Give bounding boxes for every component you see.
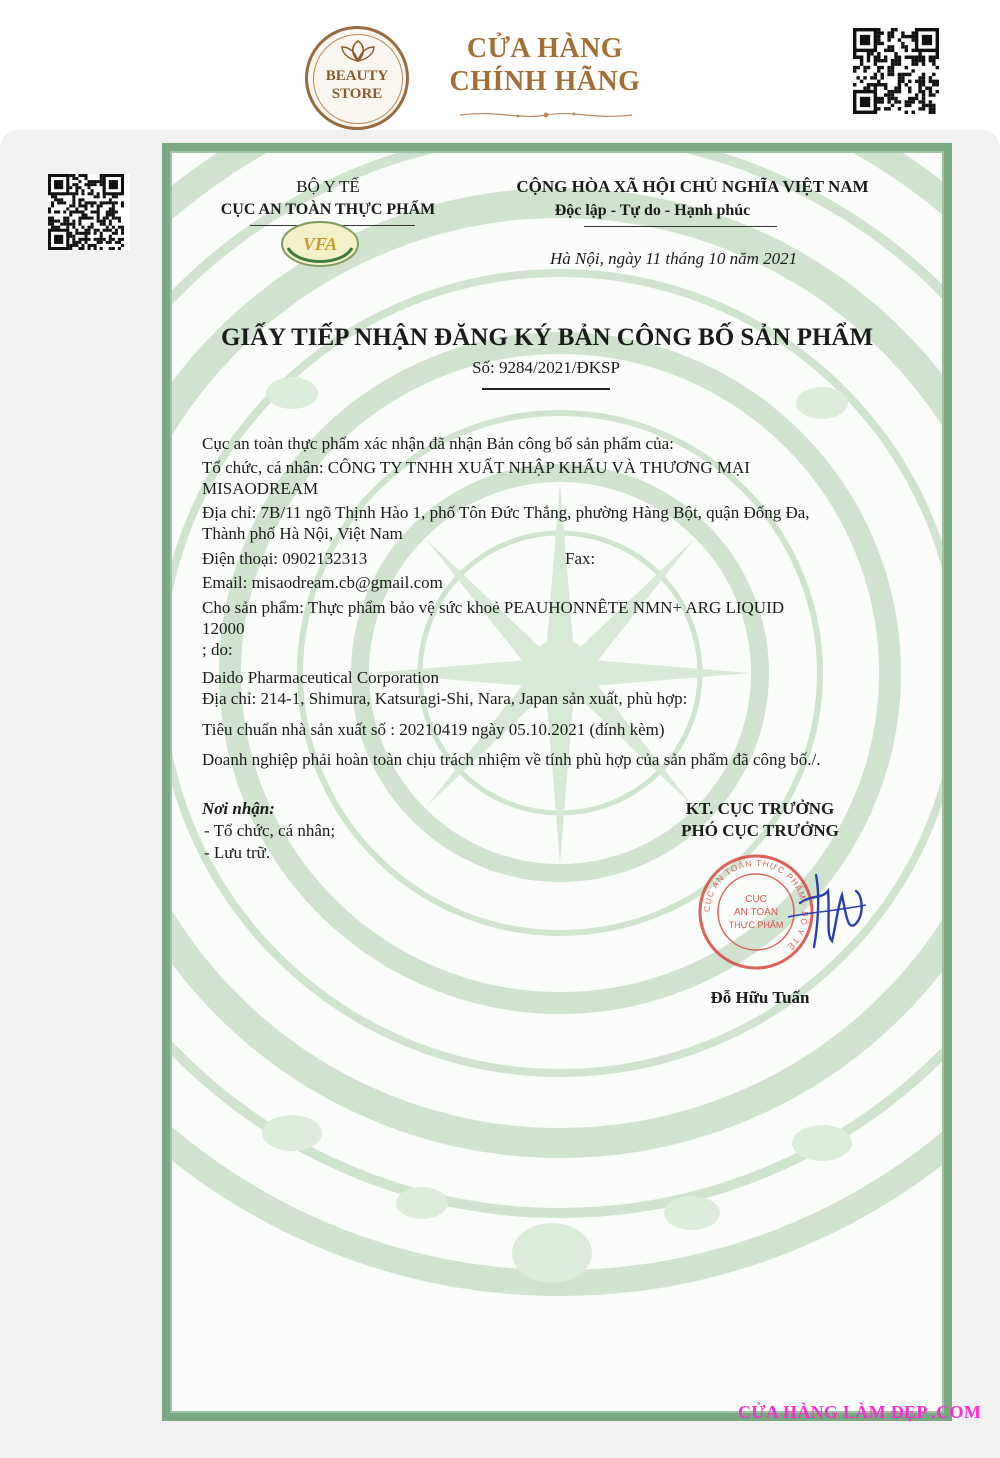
body-manufacturer-address: Địa chỉ: 214-1, Shimura, Katsuragi-Shi, Nara, Japan sản xuất, phù hợp: [202, 689, 688, 708]
logo-text-beauty: BEAUTY [325, 68, 389, 84]
body-address-line1: Địa chỉ: 7B/11 ngõ Thịnh Hào 1, phố Tôn Đức Thắng, phường Hàng Bột, quận Đống Đa, [202, 503, 810, 522]
lotus-icon [338, 39, 378, 63]
stamp-center-text-2: AN TOÀN [733, 907, 779, 918]
body-phone: Điện thoại: 0902132313 [202, 549, 368, 568]
title-underline [482, 388, 610, 390]
signer-title-2: PHÓ CỤC TRƯỞNG [681, 821, 839, 840]
body-responsibility: Doanh nghiệp phải hoàn toàn chịu trách nhiệm về tính phù hợp của sản phẩm đã công bố./. [202, 750, 821, 769]
body-email: Email: misaodream.cb@gmail.com [202, 573, 443, 592]
store-title-line2: CHÍNH HÃNG [449, 66, 641, 97]
recipient-org: - Tổ chức, cá nhân; [204, 821, 336, 840]
org-ministry: BỘ Y TẾ [296, 177, 360, 196]
qr-code-icon[interactable] [853, 28, 939, 114]
body-org-line2: MISAODREAM [202, 479, 319, 498]
ornament-divider-icon [458, 108, 634, 122]
store-title-line1: CỬA HÀNG [466, 33, 624, 64]
motto-underline [584, 226, 777, 227]
body-do: ; do: [202, 640, 233, 659]
body-product-line1: Cho sản phẩm: Thực phẩm bảo vệ sức khoẻ PEAUHONNÊTE NMN+ ARG LIQUID [202, 598, 785, 617]
recipients-title: Nơi nhận: [202, 799, 275, 818]
stamp-center-text-1: CỤC [745, 894, 767, 905]
signer-name: Đỗ Hữu Tuấn [710, 988, 810, 1007]
vfa-text: VFA [302, 234, 338, 254]
qr-code-icon-left[interactable] [48, 174, 130, 250]
recipient-archive: - Lưu trữ. [204, 843, 271, 862]
body-address-line2: Thành phố Hà Nội, Việt Nam [202, 524, 403, 543]
store-watermark: CỬA HÀNG LÀM ĐẸP .COM [738, 1402, 982, 1422]
body-intro: Cục an toàn thực phẩm xác nhận đã nhận Bản công bố sản phẩm của: [202, 434, 674, 453]
logo-text-store: STORE [331, 86, 383, 102]
signer-title-1: KT. CỤC TRƯỞNG [685, 799, 835, 818]
store-title [420, 32, 670, 98]
body-fax: Fax: [565, 549, 596, 568]
motto: Độc lập - Tự do - Hạnh phúc [554, 202, 751, 219]
stamp-center-text-3: THỰC PHẨM [728, 920, 784, 930]
vfa-logo-icon [278, 218, 362, 270]
body-product-line2: 12000 [202, 619, 245, 638]
issue-date: Hà Nội, ngày 11 tháng 10 năm 2021 [550, 249, 798, 268]
stamp-ring-text: CỤC AN TOÀN THỰC PHẨM · BỘ Y TẾ [701, 857, 811, 953]
body-org-line1: Tổ chức, cá nhân: CÔNG TY TNHH XUẤT NHẬP KHẨU VÀ THƯƠNG MẠI [202, 458, 750, 477]
document-title: GIẤY TIẾP NHẬN ĐĂNG KÝ BẢN CÔNG BỐ SẢN PHẨM [220, 324, 874, 351]
body-manufacturer: Daido Pharmaceutical Corporation [202, 668, 439, 687]
document-number: Số: 9284/2021/ĐKSP [472, 358, 620, 377]
org-department: CỤC AN TOÀN THỰC PHẨM [220, 201, 436, 218]
signature-icon [776, 855, 872, 955]
beauty-store-logo [305, 26, 409, 130]
body-standard: Tiêu chuẩn nhà sản xuất số : 20210419 ngày 05.10.2021 (đính kèm) [202, 720, 665, 739]
republic-header: CỘNG HÒA XÃ HỘI CHỦ NGHĨA VIỆT NAM [516, 177, 869, 196]
